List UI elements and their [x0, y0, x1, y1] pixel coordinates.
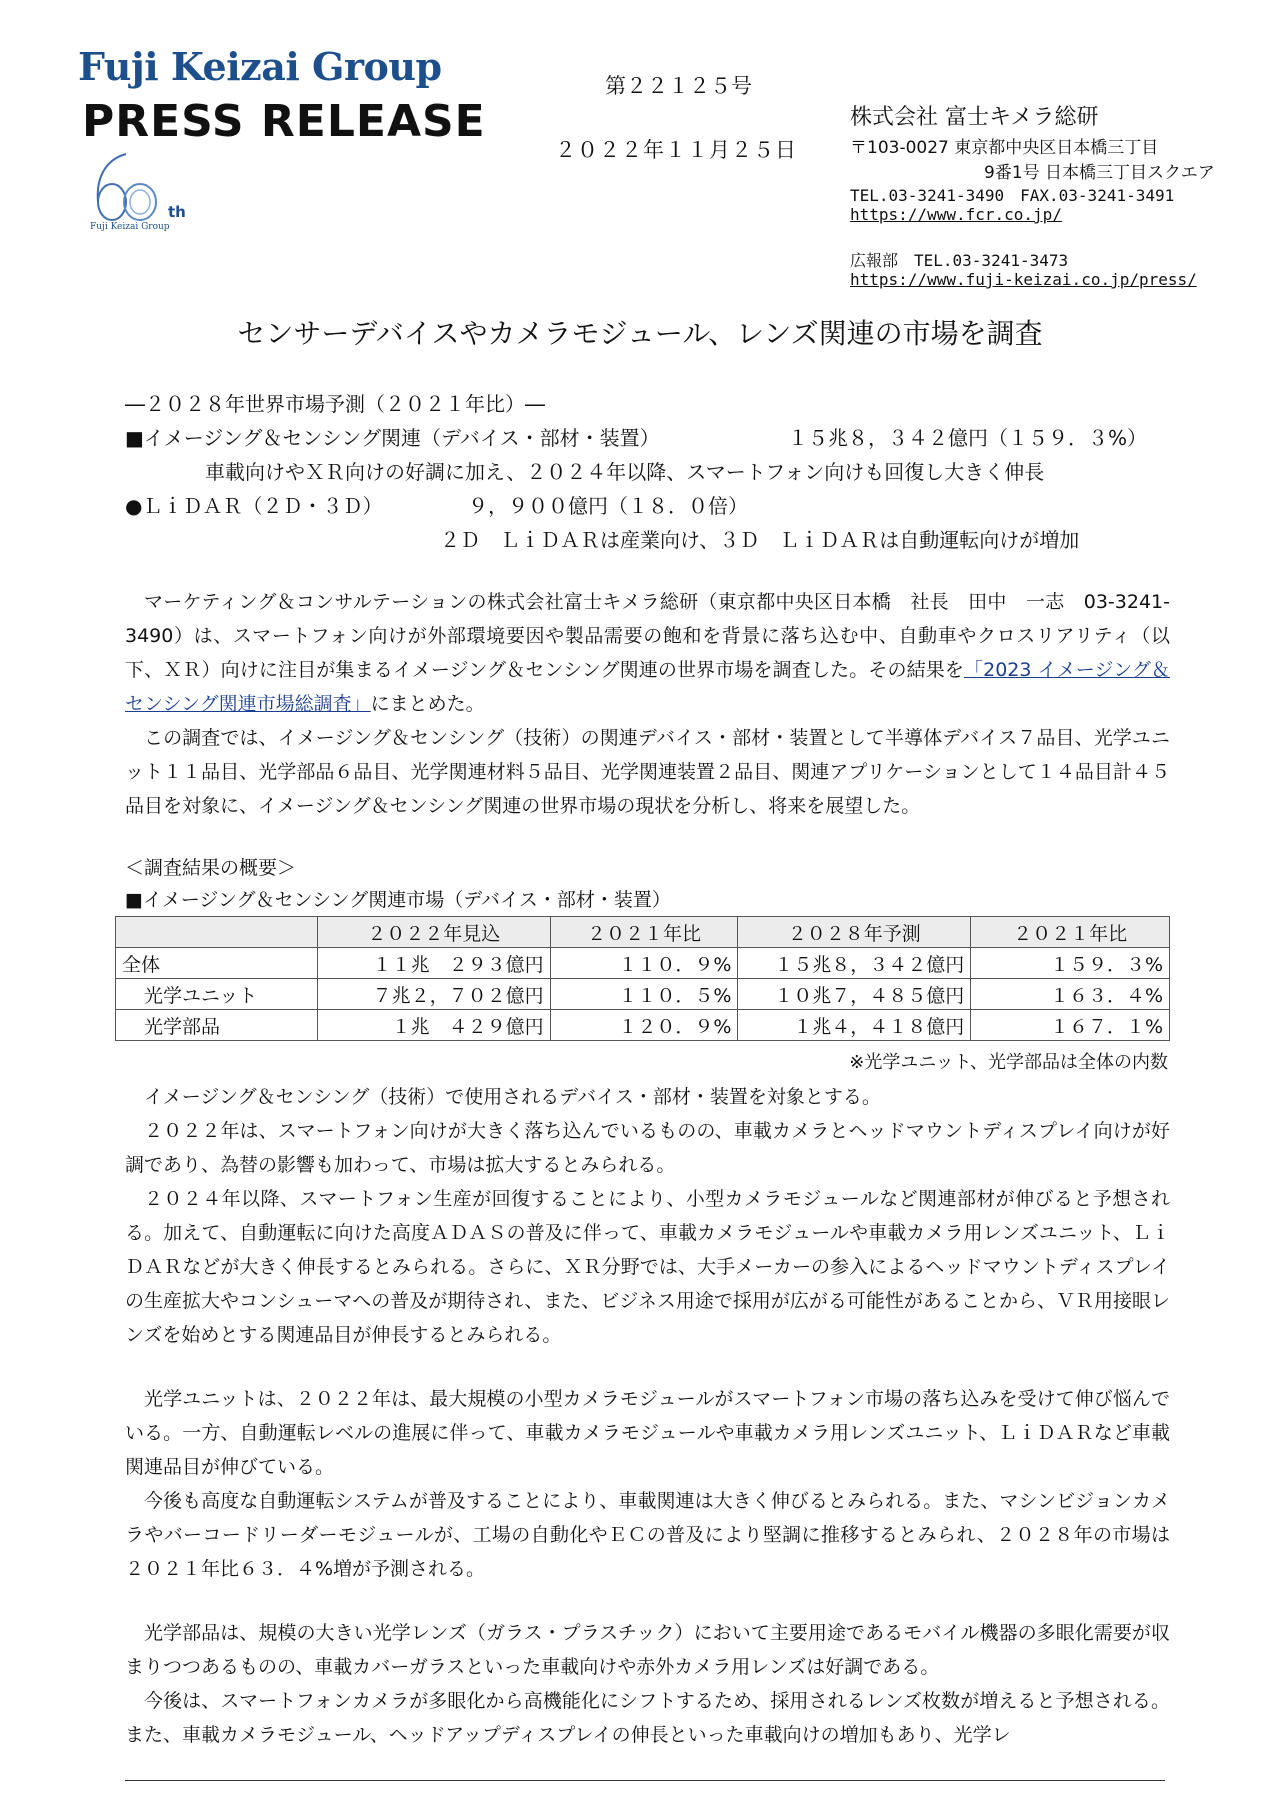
release-date: ２０２２年１１月２５日: [555, 138, 797, 162]
company-url-link[interactable]: https://www.fcr.co.jp/: [850, 205, 1062, 224]
summary-item1-value: １５兆８，３４２億円（１５９．３%）: [788, 426, 1148, 450]
table-note: ※光学ユニット、光学部品は全体の内数: [849, 1052, 1168, 1073]
value-2022: １兆 ４２９億円: [317, 1010, 550, 1041]
press-url-link[interactable]: https://www.fuji-keizai.co.jp/press/: [850, 270, 1197, 289]
intro-paragraph-1: [125, 585, 1170, 721]
phone-fax: TEL.03-3241-3490 FAX.03-3241-3491: [850, 186, 1175, 205]
analysis-section: [125, 1080, 1170, 1752]
body-paragraph-2: ２０２２年は、スマートフォン向けが大きく落ち込んでいるものの、車載カメラとヘッドマウントディスプレイ向けが好調であり、為替の影響も加わって、市場は拡大するとみられる。: [125, 1120, 1170, 1176]
logo-caption: Fuji Keizai Group: [90, 222, 170, 232]
document-number: 第２２１２５号: [605, 74, 752, 98]
ratio-2028: １６３．４%: [971, 979, 1170, 1010]
value-2022: １１兆 ２９３億円: [317, 948, 550, 979]
table-header-cell: ２０２１年比: [971, 917, 1170, 948]
value-2028: １０兆７，４８５億円: [738, 979, 971, 1010]
summary-item1-label: ■イメージング＆センシング関連（デバイス・部材・装置）: [125, 426, 660, 450]
summary-item2-desc: ２Ｄ ＬｉＤＡＲは産業向け、３Ｄ ＬｉＤＡＲは自動運転向けが増加: [440, 528, 1080, 552]
brand-name: Fuji Keizai Group: [78, 44, 442, 89]
address-line-2: 9番1号 日本橋三丁目スクエア: [984, 163, 1215, 183]
table-header-cell: [116, 917, 318, 948]
body-paragraph-3: ２０２４年以降、スマートフォン生産が回復することにより、小型カメラモジュールなど関連部材が伸びると予想される。加えて、自動運転に向けた高度ＡＤＡＳの普及に伴って、車載カメラモジュールや車載カメラ用レンズユニット、ＬｉＤＡＲなどが大きく伸長するとみられる。さらに、ＸＲ分野では、大手メーカーの参入によるヘッドマウントディスプレイの生産拡大やコンシューマへの普及が期待され、また、ビジネス用途で採用が広がる可能性があることから、ＶＲ用接眼レンズを始めとする関連品目が伸長するとみられる。: [125, 1188, 1170, 1346]
table-title: ■イメージング＆センシング関連市場（デバイス・部材・装置）: [125, 889, 671, 911]
ratio-2028: １５９．３%: [971, 948, 1170, 979]
table-row: [116, 979, 1170, 1010]
body-paragraph-7: 今後は、スマートフォンカメラが多眼化から高機能化にシフトするため、採用されるレンズ枚数が増えると予想される。また、車載カメラモジュール、ヘッドアップディスプレイの伸長といった車載向けの増加もあり、光学レ: [125, 1690, 1170, 1746]
body-paragraph-6: 光学部品は、規模の大きい光学レンズ（ガラス・プラスチック）において主要用途であるモバイル機器の多眼化需要が収まりつつあるものの、車載カバーガラスといった車載向けや赤外カメラ用レンズは好調である。: [125, 1622, 1170, 1678]
summary-item2-label: ●ＬｉＤＡＲ（２Ｄ・３Ｄ）: [125, 494, 383, 518]
intro-paragraph-2: この調査では、イメージング＆センシング（技術）の関連デバイス・部材・装置として半導体デバイス７品目、光学ユニット１１品目、光学部品６品目、光学関連材料５品目、光学関連装置２品目、関連アプリケーションとして１４品目計４５品目を対象に、イメージング＆センシング関連の世界市場の現状を分析し、将来を展望した。: [125, 727, 1170, 817]
table-header-cell: ２０２２年見込: [317, 917, 550, 948]
report-title-link[interactable]: 「2023 イメージング＆センシング関連市場総調査」: [125, 659, 1171, 715]
intro-text-after: にまとめた。: [370, 693, 485, 715]
summary-item1-desc: 車載向けやＸＲ向けの好調に加え、２０２４年以降、スマートフォン向けも回復し大きく伸長: [205, 460, 1045, 484]
table-row: [116, 1010, 1170, 1041]
forecast-label: ―２０２８年世界市場予測（２０２１年比）―: [125, 392, 545, 416]
table-header-row: [116, 917, 1170, 948]
body-paragraph-5: 今後も高度な自動運転システムが普及することにより、車載関連は大きく伸びるとみられる。また、マシンビジョンカメラやバーコードリーダーモジュールが、工場の自動化やＥＣの普及により堅調に推移するとみられ、２０２８年の市場は２０２１年比６３．４%増が予測される。: [125, 1490, 1170, 1580]
value-2028: １兆４，４１８億円: [738, 1010, 971, 1041]
footer-divider: [125, 1780, 1165, 1781]
intro-text-before: マーケティング＆コンサルテーションの株式会社富士キメラ総研（東京都中央区日本橋 社長 田中 一志 03-3241-3490）は、スマートフォン向けが外部環境要因や製品需要の飽和を背景に落ち込む中、自動車やクロスリアリティ（以下、ＸＲ）向けに注目が集まるイメージング＆センシング関連の世界市場を調査した。その結果を: [125, 591, 1170, 681]
headline: センサーデバイスやカメラモジュール、レンズ関連の市場を調査: [237, 317, 1043, 350]
press-release-title: PRESS RELEASE: [82, 96, 486, 147]
row-name: 光学部品: [116, 1010, 318, 1041]
ratio-2028: １６７．１%: [971, 1010, 1170, 1041]
value-2028: １５兆８，３４２億円: [738, 948, 971, 979]
ratio-2022: １１０．５%: [550, 979, 738, 1010]
intro-section: [125, 585, 1170, 823]
body-paragraph-4: 光学ユニットは、２０２２年は、最大規模の小型カメラモジュールがスマートフォン市場の落ち込みを受けて伸び悩んでいる。一方、自動運転レベルの進展に伴って、車載カメラモジュールや車載カメラ用レンズユニット、ＬｉＤＡＲなど車載関連品目が伸びている。: [125, 1388, 1170, 1478]
pr-department: 広報部 TEL.03-3241-3473: [850, 251, 1069, 270]
value-2022: ７兆２，７０２億円: [317, 979, 550, 1010]
summary-item2-value: ９，９００億円（１８．０倍）: [468, 494, 748, 518]
market-table: [115, 916, 1170, 1041]
table-row: [116, 948, 1170, 979]
address-line-1: 〒103-0027 東京都中央区日本橋三丁目: [850, 138, 1159, 158]
table-header-cell: ２０２８年予測: [738, 917, 971, 948]
anniversary-suffix: th: [168, 203, 186, 221]
ratio-2022: １２０．９%: [550, 1010, 738, 1041]
row-name: 光学ユニット: [116, 979, 318, 1010]
ratio-2022: １１０．９%: [550, 948, 738, 979]
results-heading: ＜調査結果の概要＞: [125, 857, 297, 879]
company-name: 株式会社 富士キメラ総研: [850, 105, 1099, 130]
body-paragraph-1: イメージング＆センシング（技術）で使用されるデバイス・部材・装置を対象とする。: [144, 1086, 881, 1108]
table-header-cell: ２０２１年比: [550, 917, 738, 948]
row-name: 全体: [116, 948, 318, 979]
